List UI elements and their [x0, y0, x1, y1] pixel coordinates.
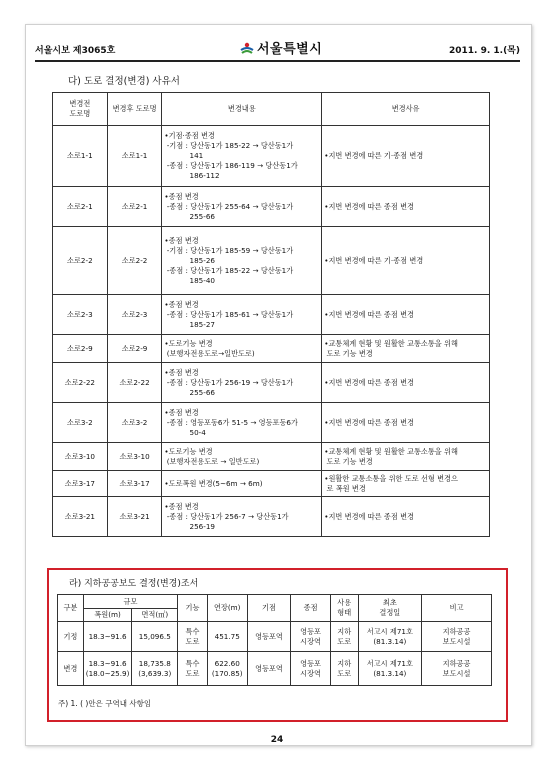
hdr-end: 종점 [291, 595, 331, 622]
cell-after: 소로3-2 [107, 403, 162, 443]
road-change-table [52, 92, 490, 537]
cell-length: 451.75 [207, 622, 247, 652]
cell-reason: •지번 변경에 따른 종점 변경 [322, 363, 490, 403]
cell-content: •종점 변경 -종점 : 당산동1가 255-64 → 당산동1가 255-66 [162, 187, 322, 227]
section-title-underground-walkway: 라) 지하공공보도 결정(변경)조서 [69, 579, 199, 589]
cell-after: 소로2-9 [107, 335, 162, 363]
cell-reason: •교통체계 현황 및 원활한 교통소통을 위해 도로 기능 변경 [322, 335, 490, 363]
hdr-scale: 규모 [83, 595, 177, 609]
hdr-start: 기점 [247, 595, 291, 622]
underground-walkway-table [57, 594, 492, 686]
cell-content: •기점·종점 변경 -기점 : 당산동1가 185-22 → 당산동1가 141 -종점 : 당산동1가 186-119 → 당산동1가 186-112 [162, 126, 322, 187]
cell-before: 소로2-2 [53, 227, 108, 295]
cell-initial: 서고시 제71호 (81.3.14) [358, 652, 422, 686]
cell-area: 18,735.8 (3,639.3) [132, 652, 178, 686]
cell-before: 소로3-21 [53, 497, 108, 537]
cell-area: 15,096.5 [132, 622, 178, 652]
cell-after: 소로2-1 [107, 187, 162, 227]
cell-remark: 지하공공 보도시설 [422, 652, 492, 686]
cell-function: 특수 도로 [178, 622, 208, 652]
cell-after: 소로1-1 [107, 126, 162, 187]
cell-content: •종점 변경 -종점 : 영등포동6가 51-5 → 영등포동6가 50-4 [162, 403, 322, 443]
table-row [53, 295, 490, 335]
cell-reason: •원활한 교통소통을 위한 도로 선형 변경으 로 폭원 변경 [322, 471, 490, 497]
cell-after: 소로2-3 [107, 295, 162, 335]
cell-reason: •지번 변경에 따른 종점 변경 [322, 295, 490, 335]
seoul-emblem-icon [240, 41, 254, 55]
hdr-initial: 최초 결정일 [358, 595, 422, 622]
gazette-issue: 서울시보 제3065호 [35, 46, 116, 56]
cell-before: 소로1-1 [53, 126, 108, 187]
cell-width: 18.3~91.6 (18.0~25.9) [83, 652, 132, 686]
cell-reason: •지번 변경에 따른 종점 변경 [322, 497, 490, 537]
cell-content: •종점 변경 -종점 : 당산동1가 185-61 → 당산동1가 185-27 [162, 295, 322, 335]
table-row [53, 497, 490, 537]
hdr-width: 폭원(m) [83, 609, 132, 622]
cell-before: 소로2-3 [53, 295, 108, 335]
cell-after: 소로3-10 [107, 443, 162, 471]
publication-date: 2011. 9. 1.(목) [448, 46, 520, 56]
cell-reason: •교통체계 현황 및 원활한 교통소통을 위해 도로 기능 변경 [322, 443, 490, 471]
cell-before: 소로2-22 [53, 363, 108, 403]
cell-reason: •지번 변경에 따른 종점 변경 [322, 187, 490, 227]
table-header-row [58, 595, 492, 609]
cell-after: 소로3-21 [107, 497, 162, 537]
col-before: 변경전 도로명 [53, 93, 108, 126]
cell-end: 영등포 시장역 [291, 622, 331, 652]
section-title-road-change: 다) 도로 결정(변경) 사유서 [68, 76, 180, 87]
table-row [53, 471, 490, 497]
cell-before: 소로2-9 [53, 335, 108, 363]
page-number: 24 [270, 735, 284, 745]
table-row [58, 652, 492, 686]
col-after: 변경후 도로명 [107, 93, 162, 126]
cell-start: 영등포역 [247, 652, 291, 686]
cell-before: 소로3-2 [53, 403, 108, 443]
table-row [53, 443, 490, 471]
cell-function: 특수 도로 [178, 652, 208, 686]
cell-content: •도로폭원 변경(5~6m → 6m) [162, 471, 322, 497]
cell-length: 622.60 (170.85) [207, 652, 247, 686]
cell-before: 소로3-17 [53, 471, 108, 497]
cell-after: 소로2-2 [107, 227, 162, 295]
cell-end: 영등포 시장역 [291, 652, 331, 686]
hdr-area: 면적(㎡) [132, 609, 178, 622]
hdr-usage: 사용 형태 [330, 595, 358, 622]
col-reason: 변경사유 [322, 93, 490, 126]
cell-remark: 지하공공 보도시설 [422, 622, 492, 652]
cell-gubun: 변경 [58, 652, 84, 686]
cell-content: •도로기능 변경 (보행자전용도로→일반도로) [162, 335, 322, 363]
table-row [53, 187, 490, 227]
cell-after: 소로3-17 [107, 471, 162, 497]
cell-content: •종점 변경 -기점 : 당산동1가 185-59 → 당산동1가 185-26 -종점 : 당산동1가 185-22 → 당산동1가 185-40 [162, 227, 322, 295]
cell-content: •종점 변경 -종점 : 당산동1가 256-7 → 당산동1가 256-19 [162, 497, 322, 537]
cell-gubun: 기정 [58, 622, 84, 652]
cell-after: 소로2-22 [107, 363, 162, 403]
cell-reason: •지번 변경에 따른 기·종점 변경 [322, 126, 490, 187]
hdr-gubun: 구분 [58, 595, 84, 622]
footnote: 주) 1. ( )안은 구역내 사항임 [58, 699, 152, 708]
hdr-length: 연장(m) [207, 595, 247, 622]
seoul-logo [240, 38, 322, 57]
col-content: 변경내용 [162, 93, 322, 126]
table-row [53, 363, 490, 403]
table-row [53, 403, 490, 443]
cell-content: •도로기능 변경 (보행자전용도로 → 일반도로) [162, 443, 322, 471]
cell-before: 소로2-1 [53, 187, 108, 227]
page-header [35, 38, 520, 60]
table-row [53, 126, 490, 187]
hdr-function: 기능 [178, 595, 208, 622]
logo-text: 서울특별시 [257, 42, 323, 57]
header-rule [35, 60, 520, 62]
cell-content: •종점 변경 -종점 : 당산동1가 256-19 → 당산동1가 255-66 [162, 363, 322, 403]
cell-initial: 서고시 제71호 (81.3.14) [358, 622, 422, 652]
table-row [58, 622, 492, 652]
cell-usage: 지하 도로 [330, 652, 358, 686]
table-header-row [53, 93, 490, 126]
cell-width: 18.3~91.6 [83, 622, 132, 652]
table-row [53, 227, 490, 295]
cell-reason: •지번 변경에 따른 종점 변경 [322, 403, 490, 443]
cell-usage: 지하 도로 [330, 622, 358, 652]
cell-before: 소로3-10 [53, 443, 108, 471]
table-row [53, 335, 490, 363]
cell-reason: •지번 변경에 따른 기·종점 변경 [322, 227, 490, 295]
cell-start: 영등포역 [247, 622, 291, 652]
hdr-remark: 비고 [422, 595, 492, 622]
